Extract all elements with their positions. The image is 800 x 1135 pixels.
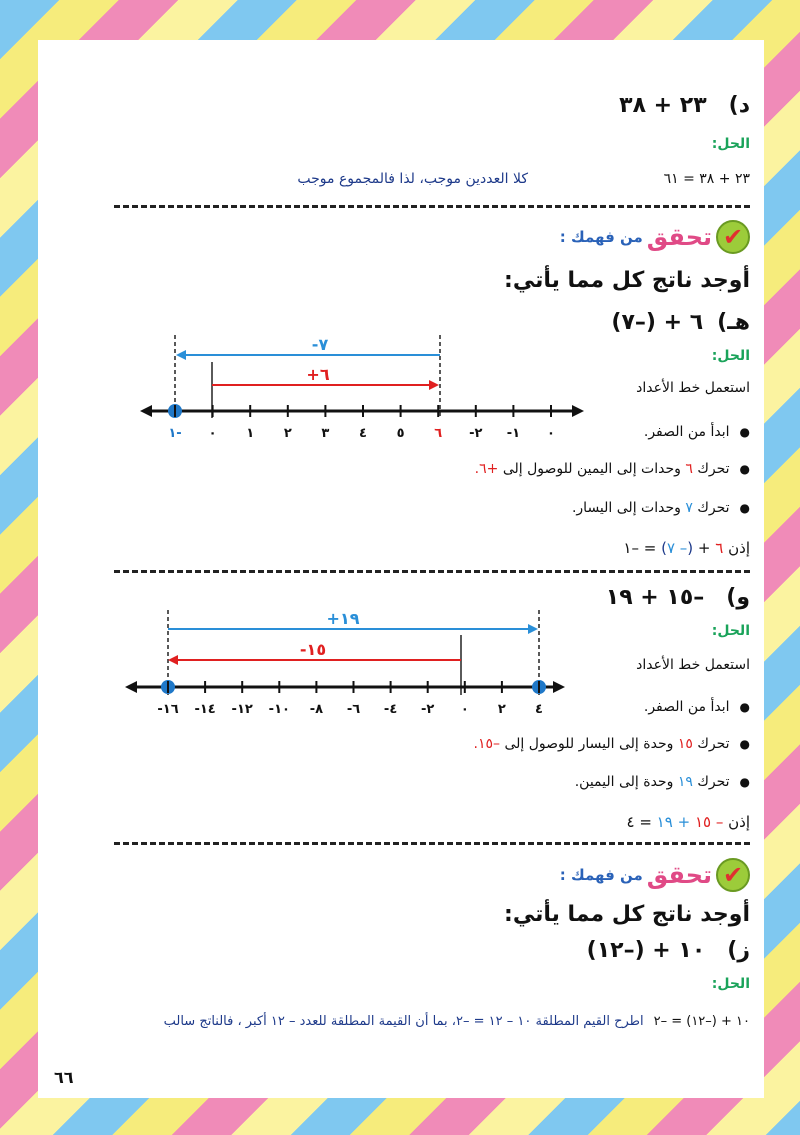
exercise-d-expression: ٢٣ + ٣٨ — [619, 93, 707, 118]
tick-label: ٤ — [359, 426, 367, 441]
axis-arrow-left — [125, 681, 137, 693]
checkmark-icon: ✔ — [716, 858, 750, 892]
divider — [114, 842, 750, 845]
arrow-top-label: +١٩ — [326, 609, 360, 628]
exercise-d-label: د) — [728, 93, 750, 118]
tick-label: ٤ — [535, 702, 543, 717]
exercise-z-label: ز) — [727, 938, 750, 963]
result-w: إذن – ١٥ + ١٩ = ٤ — [626, 813, 750, 831]
tick-label: -١٦ — [157, 702, 179, 717]
tick-label: -١٤ — [194, 702, 216, 717]
tick-label: -٢ — [421, 702, 435, 717]
solution-label-d: الحل: — [711, 136, 750, 152]
tick-label: -٤ — [383, 702, 398, 717]
tick-label: ٣ — [321, 426, 330, 441]
bullet-h-2: ●تحرك ٦ وحدات إلى اليمين للوصول إلى +٦. — [474, 461, 750, 477]
arrow-head — [176, 350, 186, 360]
axis-arrow-left — [140, 405, 152, 417]
tick-label: -٦ — [346, 702, 361, 717]
arrow-head — [168, 655, 178, 665]
tick-label: ١ — [246, 426, 255, 441]
bullet-h-1: ●ابدأ من الصفر. — [643, 424, 750, 440]
arrow-head — [429, 380, 439, 390]
tick-label: ٦ — [434, 426, 443, 441]
badge-title: تحقق — [646, 861, 712, 889]
tick-label: ٢ — [283, 426, 292, 441]
bullet-w-3: ●تحرك ١٩ وحدة إلى اليمين. — [574, 774, 750, 790]
exercise-z-expression: ١٠ + (–١٢) — [586, 938, 706, 963]
arrow-bottom-label: +٦ — [306, 365, 330, 384]
prompt: أوجد ناتج كل مما يأتي: — [504, 902, 750, 927]
solution-label-z: الحل: — [711, 976, 750, 992]
tick-label: -١٢ — [231, 702, 253, 717]
intro-w: استعمل خط الأعداد — [636, 657, 750, 673]
result-h: إذن ٦ + (– ٧) = –١ — [623, 539, 750, 557]
tick-label: ٥ — [396, 426, 405, 441]
intro-h: استعمل خط الأعداد — [636, 380, 750, 396]
number-line-h — [138, 330, 588, 445]
note-d: كلا العددين موجب، لذا فالمجموع موجب — [297, 171, 528, 187]
tick-label: ٠ — [460, 702, 469, 717]
check-understanding-badge — [560, 220, 750, 254]
tick-label: -١ — [506, 426, 521, 441]
solution-label-w: الحل: — [711, 623, 750, 639]
explanation-text: اطرح القيم المطلقة ١٠ – ١٢ = –٢، بما أن القيمة المطلقة للعدد – ١٢ أكبر ، فالناتج سالب — [163, 1014, 644, 1029]
axis-arrow-right — [553, 681, 565, 693]
bullet-w-2: ●تحرك ١٥ وحدة إلى اليسار للوصول إلى –١٥. — [473, 736, 750, 752]
solution-label-h: الحل: — [711, 348, 750, 364]
checkmark-icon: ✔ — [716, 220, 750, 254]
axis-arrow-right — [572, 405, 584, 417]
exercise-z-heading — [38, 938, 750, 963]
badge-subtitle: من فهمك : — [559, 228, 643, 246]
equation-d: ٢٣ + ٣٨ = ٦١ — [663, 171, 750, 187]
explanation-z — [38, 1014, 750, 1029]
tick-label: -١٠ — [268, 702, 290, 717]
tick-label: ٢ — [497, 702, 506, 717]
prompt: أوجد ناتج كل مما يأتي: — [504, 268, 750, 293]
tick-label: ٠ — [547, 426, 555, 441]
divider — [114, 570, 750, 573]
exercise-h-label: هـ) — [717, 310, 750, 335]
page-sheet — [38, 40, 764, 1098]
badge-subtitle: من فهمك : — [559, 866, 643, 884]
arrow-head — [528, 624, 538, 634]
number-line-w — [123, 605, 568, 720]
badge-title: تحقق — [646, 223, 712, 251]
arrow-top-label: -٧ — [311, 335, 329, 354]
exercise-h-expression: ٦ + (–٧) — [611, 310, 704, 335]
bullet-h-3: ●تحرك ٧ وحدات إلى اليسار. — [571, 500, 750, 516]
tick-label: ٠ — [208, 426, 217, 441]
divider — [114, 205, 750, 208]
equation-z: ١٠ + (–١٢) = –٢ — [653, 1014, 750, 1029]
tick-label: -٢ — [469, 426, 483, 441]
tick-label: ١- — [168, 426, 182, 441]
bullet-w-1: ●ابدأ من الصفر. — [643, 699, 750, 715]
page-number: ٦٦ — [54, 1068, 74, 1087]
exercise-w-expression: –١٥ + ١٩ — [605, 585, 705, 610]
tick-label: -٨ — [309, 702, 324, 717]
exercise-d-heading — [38, 93, 750, 118]
arrow-bottom-label: -١٥ — [299, 640, 327, 659]
check-understanding-badge — [560, 858, 750, 892]
exercise-w-label: و) — [726, 585, 750, 610]
